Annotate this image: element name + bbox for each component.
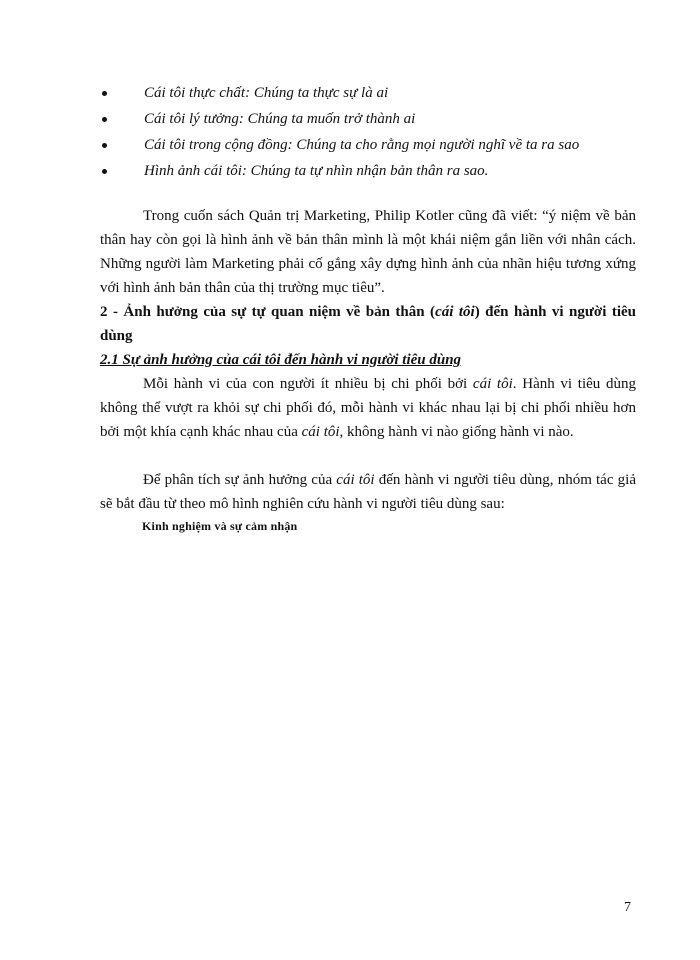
- section-heading-2: [100, 300, 636, 348]
- bullet-text: Hình ảnh cái tôi: Chúng ta tự nhìn nhận bản thân ra sao.: [144, 163, 489, 179]
- paragraph-text: Mỗi hành vi của con người ít nhiều bị chi phối bởi: [143, 376, 473, 392]
- bullet-item: [100, 80, 640, 106]
- paragraph-text: Để phân tích sự ảnh hưởng của: [143, 472, 337, 488]
- bullet-item: [100, 132, 640, 158]
- paragraph-analysis: [100, 468, 636, 516]
- paragraph-text: . Hành vi tiêu dùng không thể vượt ra khỏi sự chi phối đó, mỗi hành vi khác nhau lại bị chi phối nhiều hơn bởi một khía cạnh khác nhau của: [100, 376, 636, 440]
- paragraph-emphasis: cái tôi,: [301, 424, 344, 440]
- bullet-text: Cái tôi lý tưởng: Chúng ta muốn trở thành ai: [144, 111, 416, 127]
- paragraph-kotler: Trong cuốn sách Quản trị Marketing, Philip Kotler cũng đã viết: “ý niệm về bản thân hay còn gọi là hình ảnh về bản thân mình là một khái niệm gắn liền với nhân cách. Những người làm Marketing phải cố gắng xây dựng hình ảnh của nhãn hiệu tương xứng với hình ảnh bản thân của thị trường mục tiêu”.: [100, 208, 636, 296]
- bullet-dot-icon: [102, 117, 107, 122]
- heading-emphasis: cái tôi: [435, 304, 475, 320]
- page-number: 7: [624, 900, 631, 915]
- bullet-dot-icon: [102, 143, 107, 148]
- paragraph-emphasis: cái tôi: [472, 376, 513, 392]
- bullet-item: [100, 158, 640, 184]
- bullet-text: Cái tôi trong cộng đồng: Chúng ta cho rằng mọi người nghĩ về ta ra sao: [144, 137, 580, 153]
- bullet-text: Cái tôi thực chất: Chúng ta thực sự là ai: [144, 85, 389, 101]
- bullet-dot-icon: [102, 91, 107, 96]
- heading-text: 2 - Ảnh hưởng của sự tự quan niệm về bản thân (: [100, 304, 436, 320]
- paragraph-text: đến hành vi người tiêu dùng, nhóm tác giả sẽ bắt đầu từ theo mô hình nghiên cứu hành vi người tiêu dùng sau:: [100, 472, 636, 512]
- bullet-dot-icon: [102, 169, 107, 174]
- diagram-caption: Kinh nghiệm và sự cảm nhận: [142, 519, 298, 533]
- paragraph-text: không hành vi nào giống hành vi nào.: [343, 424, 574, 440]
- paragraph-behavior: [100, 372, 636, 444]
- bullet-item: [100, 106, 640, 132]
- paragraph-emphasis: cái tôi: [336, 472, 375, 488]
- bullet-list: [100, 80, 640, 184]
- section-heading-2-1: 2.1 Sự ảnh hưởng của cái tôi đến hành vi người tiêu dùng: [100, 352, 462, 368]
- heading-text: ) đến hành vi người tiêu dùng: [100, 304, 636, 344]
